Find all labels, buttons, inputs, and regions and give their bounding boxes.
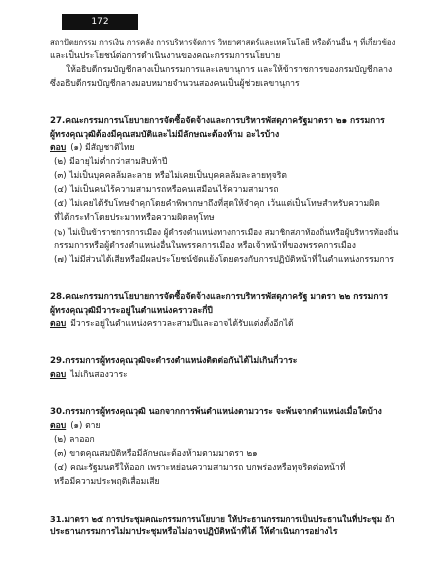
answer-line xyxy=(50,318,402,332)
answer-item: กรรมการหรือผู้ดำรงตำแหน่งอื่นในพรรคการเมือง หรือเจ้าหน้าที่ของพรรคการเมือง xyxy=(54,240,356,251)
question-27-title: 27.คณะกรรมการนโยบายการจัดซื้อจัดจ้างและการบริหารพัสดุภาครัฐมาตรา ๒๑ กรรมการ xyxy=(50,115,385,126)
intro-line: ให้อธิบดีกรมบัญชีกลางเป็นกรรมการและเลขานุการ และให้ข้าราชการของกรมบัญชีกลาง xyxy=(66,64,393,75)
question-31-title: 31.มาตรา ๒๕ การประชุมคณะกรรมการนโยบาย ให้ประธานกรรมการเป็นประธานในที่ประชุม ถ้า xyxy=(50,513,395,524)
answer-item: (๓) ไม่เป็นบุคคลล้มละลาย หรือไม่เคยเป็นบุคคลล้มละลายทุจริต xyxy=(54,171,287,182)
answer-label: ตอบ xyxy=(50,370,67,381)
answer-label: ตอบ xyxy=(50,143,67,154)
answer-line xyxy=(50,142,402,156)
question-30-title: 30.กรรมการผู้ทรงคุณวุฒิ นอกจากการพ้นตำแหน่งตามวาระ จะพ้นจากตำแหน่งเมื่อใดบ้าง xyxy=(50,407,382,418)
answer-item: ที่ได้กระทำโดยประมาทหรือความผิดลหุโทษ xyxy=(54,212,215,223)
answer-item: (๔) ไม่เป็นคนไร้ความสามารถหรือคนเสมือนไร้ความสามารถ xyxy=(54,185,279,196)
answer-line xyxy=(50,369,402,383)
answer-line xyxy=(50,420,402,434)
answer-item: (๖) ไม่เป็นข้าราชการการเมือง ผู้ดำรงตำแหน่งทางการเมือง สมาชิกสภาท้องถิ่นหรือผู้บริหารท้องถิ่น xyxy=(54,226,399,237)
answer-item: (๒) มีอายุไม่ต่ำกว่าสามสิบห้าปี xyxy=(54,157,168,168)
intro-line: ซึ่งอธิบดีกรมบัญชีกลางมอบหมายจำนวนสองคนเป็นผู้ช่วยเลขานุการ xyxy=(50,78,300,89)
answer-item: (๒) ลาออก xyxy=(54,434,95,445)
page-number: 172 xyxy=(62,14,138,30)
answer-item: (๑) ตาย xyxy=(70,421,101,432)
intro-line: สถาปัตยกรรม การเงิน การคลัง การบริหารจัดการ วิทยาศาสตร์และเทคโนโลยี หรือด้านอื่น ๆ ที่เกี่ยวข้อง xyxy=(50,38,396,47)
page-content xyxy=(50,36,402,540)
question-28-title: ผู้ทรงคุณวุฒิมีวาระอยู่ในตำแหน่งคราวละกี่ปี xyxy=(50,305,213,316)
answer-item: (๑) มีสัญชาติไทย xyxy=(70,143,135,154)
intro-line: และเป็นประโยชน์ต่อการดำเนินงานของคณะกรรมการนโยบาย xyxy=(50,50,281,61)
answer-text: ไม่เกินสองวาระ xyxy=(70,370,128,381)
question-29-title: 29.กรรมการผู้ทรงคุณวุฒิจะดำรงตำแหน่งติดต่อกันได้ไม่เกินกี่วาระ xyxy=(50,356,298,367)
answer-item: (๔) คณะรัฐมนตรีให้ออก เพราะหย่อนความสามารถ บกพร่องหรือทุจริตต่อหน้าที่ xyxy=(54,462,346,473)
answer-label: ตอบ xyxy=(50,319,67,330)
question-31-title: ประธานกรรมการไม่มาประชุมหรือไม่อาจปฏิบัติหน้าที่ได้ ให้ดำเนินการอย่างไร xyxy=(50,527,338,538)
answer-item: (๕) ไม่เคยได้รับโทษจำคุกโดยคำพิพากษาถึงที่สุดให้จำคุก เว้นแต่เป็นโทษสำหรับความผิด xyxy=(54,199,380,210)
answer-label: ตอบ xyxy=(50,421,67,432)
answer-item: หรือมีความประพฤติเสื่อมเสีย xyxy=(54,476,160,487)
question-27-title: ผู้ทรงคุณวุฒิต้องมีคุณสมบัติและไม่มีลักษณะต้องห้าม อะไรบ้าง xyxy=(50,129,280,140)
question-28-title: 28.คณะกรรมการนโยบายการจัดซื้อจัดจ้างและการบริหารพัสดุภาครัฐ มาตรา ๒๒ กรรมการ xyxy=(50,291,388,302)
answer-text: มีวาระอยู่ในตำแหน่งคราวละสามปีและอาจได้รับแต่งตั้งอีกได้ xyxy=(70,319,294,330)
answer-item: (๓) ขาดคุณสมบัติหรือมีลักษณะต้องห้ามตามมาตรา ๒๑ xyxy=(54,448,258,459)
answer-item: (๗) ไม่มีส่วนได้เสียหรือมีผลประโยชน์ขัดแย้งโดยตรงกับการปฏิบัติหน้าที่ในตำแหน่งกรรมการ xyxy=(54,254,395,265)
